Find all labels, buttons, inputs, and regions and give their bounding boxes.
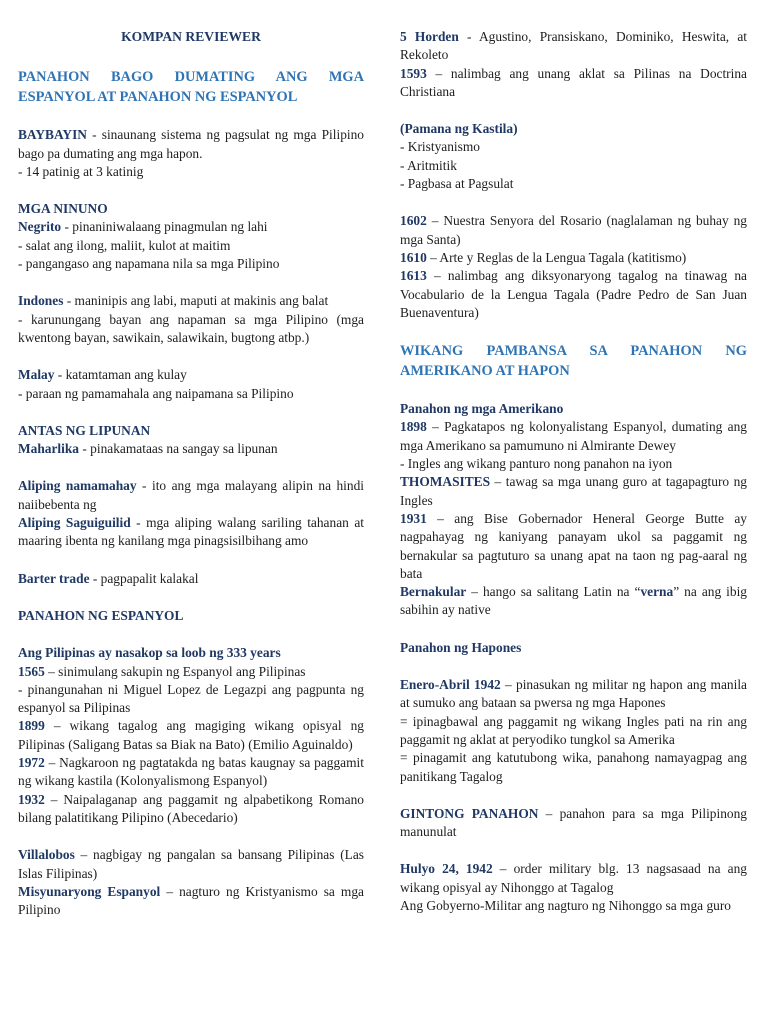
subheading-panahon-ng-amerikano: Panahon ng mga Amerikano <box>400 401 564 417</box>
entry-1602: 1602 – Nuestra Senyora del Rosario (naglalaman ng buhay ng mga Santa) <box>400 213 747 247</box>
right-column <box>400 28 747 915</box>
list-item: = ipinagbawal ang paggamit ng wikang Ingles pati na rin ang paggamit ng aklat at peryodiko tungkol sa Amerika <box>400 713 747 747</box>
entry-misyunaryong-espanyol: Misyunaryong Espanyol – nagturo ng Kristyanismo sa mga Pilipino <box>18 883 364 918</box>
entry-aliping-namamahay: Aliping namamahay - ito ang mga malayang alipin na hindi naiibebenta ng <box>18 478 365 512</box>
entry-1899: 1899 – wikang tagalog ang magiging wikang opisyal ng Pilipinas (Saligang Batas sa Biak na Bato) (Emilio Aguinaldo) <box>18 718 364 752</box>
entry-malay: Malay - katamtaman ang kulay <box>18 367 187 383</box>
entry-1972: 1972 – Nagkaroon ng pagtatakda ng batas kaugnay sa paggamit ng wikang kastila (Kolonyalismong Espanyol) <box>18 755 364 789</box>
entry-enero-abril-1942: Enero-Abril 1942 – pinasukan ng militar ng hapon ang manila at sumuko ang bataan sa pwersa ng mga Hapones <box>400 677 747 711</box>
list-item: = pinagamit ang katutubong wika, panahong namayagpag ang panitikang Tagalog <box>400 750 747 784</box>
list-item: - Ingles ang wikang panturo nong panahon na iyon <box>400 456 673 472</box>
list-item: - pangangaso ang napamana nila sa mga Pilipino <box>18 256 280 272</box>
subheading-nasakop: Ang Pilipinas ay nasakop sa loob ng 333 years <box>18 645 281 661</box>
list-item: - pinangunahan ni Miguel Lopez de Legazpi ang pagpunta ng espanyol sa Pilipinas <box>18 681 364 716</box>
entry-baybayin: BAYBAYIN - sinaunang sistema ng pagsulat ng mga Pilipino bago pa dumating ang mga hapon. <box>18 127 364 161</box>
entry-1613: 1613 – nalimbag ang diksyonaryong tagalog na tinawag na Vocabulario de la Lengua Tagala (Padre Pedro de San Juan Buenaventura) <box>400 268 747 320</box>
list-item: - paraan ng pamamahala ang naipamana sa Pilipino <box>18 385 294 401</box>
list-item: - karunungang bayan ang napaman sa mga Pilipino (mga kwentong bayan, sawikain, salawikain, bugtong atbp.) <box>18 311 364 345</box>
entry-thomasites: THOMASITES – tawag sa mga unang guro at tagapagturo ng Ingles <box>400 474 747 508</box>
section-heading-amerikano-hapon: WIKANG PAMBANSA SA PANAHON NG AMERIKANO AT HAPON <box>400 343 747 380</box>
entry-1898: 1898 – Pagkatapos ng kolonyalistang Espanyol, dumating ang mga Amerikano sa pamumuno ni Almirante Dewey <box>400 419 747 453</box>
list-item: Ang Gobyerno-Militar ang nagturo ng Nihonggo sa mga guro <box>400 897 731 913</box>
entry-villalobos: Villalobos – nagbigay ng pangalan sa bansang Pilipinas (Las Islas Filipinas) <box>18 847 364 881</box>
entry-1931: 1931 – ang Bise Gobernador Heneral George Butte ay nagpahayag ng kaniyang panayam ukol sa paggamit ng bernakular sa pagtuturo sa unang apat na taon ng pag-aaral ng bata <box>400 510 747 581</box>
list-item: - salat ang ilong, maliit, kulot at maitim <box>18 237 231 253</box>
subheading-panahon-ng-hapones: Panahon ng Hapones <box>400 639 522 655</box>
document-title: KOMPAN REVIEWER <box>121 29 261 44</box>
list-item: - Aritmitik <box>400 157 457 173</box>
subheading-antas-ng-lipunan: ANTAS NG LIPUNAN <box>18 422 151 438</box>
entry-negrito: Negrito - pinaniniwalaang pinagmulan ng lahi <box>18 219 268 235</box>
section-heading-espanyol-era: PANAHON BAGO DUMATING ANG MGA ESPANYOL AT PANAHON NG ESPANYOL <box>18 69 364 106</box>
entry-1593: 1593 – nalimbag ang unang aklat sa Pilinas na Doctrina Christiana <box>400 65 747 99</box>
entry-1932: 1932 – Naipalaganap ang paggamit ng alpabetikong Romano bilang palatitikang Pilipino (Abecedario) <box>18 791 364 825</box>
entry-5-horden: 5 Horden - Agustino, Pransiskano, Dominiko, Heswita, at Rekoleto <box>400 29 747 63</box>
entry-barter-trade: Barter trade - pagpapalit kalakal <box>18 570 199 586</box>
subheading-pamana-ng-kastila: (Pamana ng Kastila) <box>400 121 518 137</box>
list-item: - 14 patinig at 3 katinig <box>18 163 144 179</box>
entry-hulyo-24-1942: Hulyo 24, 1942 – order military blg. 13 nagsasaad na ang wikang opisyal ay Nihonggo at Tagalog <box>400 861 747 895</box>
list-item: - Pagbasa at Pagsulat <box>400 176 514 192</box>
entry-maharlika: Maharlika - pinakamataas na sangay sa lipunan <box>18 441 278 457</box>
entry-aliping-saguiguilid: Aliping Saguiguilid - mga aliping walang sariling tahanan at maaring ibenta ng kanilang mga pinagsisilbihang amo <box>18 515 364 549</box>
subheading-mga-ninuno: MGA NINUNO <box>18 201 108 217</box>
left-column <box>18 28 364 919</box>
entry-bernakular: Bernakular – hango sa salitang Latin na “verna” na ang ibig sabihin ay native <box>400 584 748 618</box>
entry-gintong-panahon: GINTONG PANAHON – panahon para sa mga Pilipinong manunulat <box>400 805 747 840</box>
entry-indones: Indones - maninipis ang labi, maputi at makinis ang balat <box>18 293 329 309</box>
entry-1610: 1610 – Arte y Reglas de la Lengua Tagala (katitismo) <box>400 249 687 265</box>
list-item: - Kristyanismo <box>400 139 480 155</box>
entry-1565: 1565 – sinimulang sakupin ng Espanyol ang Pilipinas <box>18 663 306 679</box>
subheading-panahon-ng-espanyol: PANAHON NG ESPANYOL <box>18 607 184 623</box>
